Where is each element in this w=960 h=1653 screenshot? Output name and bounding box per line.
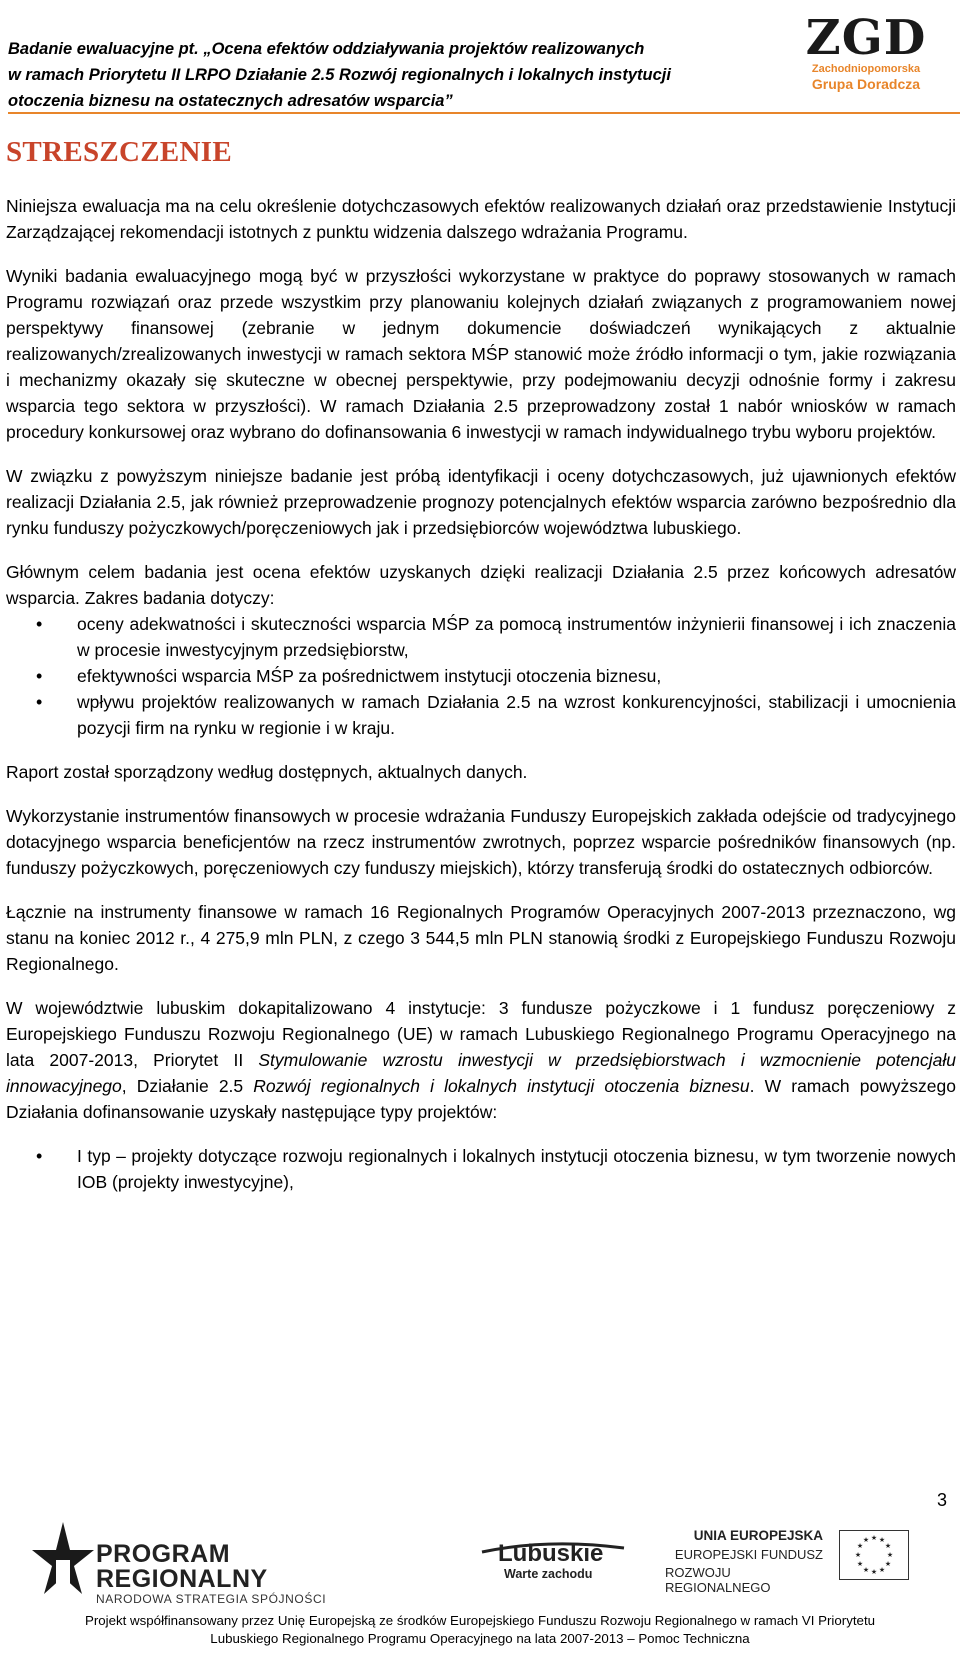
paragraph-text: . W ramach powyższego Działania dofinansowanie uzyskały następujące typy projektów: bbox=[6, 1076, 957, 1122]
eu-logo-text: EUROPEJSKI FUNDUSZ bbox=[674, 1547, 823, 1562]
cofinancing-note-line: Lubuskiego Regionalnego Programu Operacyjnego na lata 2007-2013 – Pomoc Techniczna bbox=[210, 1631, 750, 1646]
document-body bbox=[6, 193, 956, 1213]
paragraph: W związku z powyższym niniejsze badanie jest próbą identyfikacji i oceny dotychczasowych, już ujawnionych efektów realizacji Działania 2.5, jak również przeprowadzenie prognozy potencjalnych efektów wsparcia zarówno bezpośrednio dla rynku funduszy pożyczkowych/poręczeniowych jak i przedsiębiorców województwa lubuskiego. bbox=[6, 466, 956, 538]
svg-text:★: ★ bbox=[856, 1542, 864, 1550]
eu-logo-text: ROZWOJU REGIONALNEGO bbox=[665, 1565, 771, 1595]
list-item-text: wpływu projektów realizowanych w ramach Działania 2.5 na wzrost konkurencyjności, stabilizacji i umocnienia pozycji firm na rynku w regionie i w kraju. bbox=[77, 692, 956, 738]
svg-text:★: ★ bbox=[856, 1560, 864, 1568]
svg-text:★: ★ bbox=[884, 1560, 892, 1568]
report-title bbox=[8, 36, 768, 114]
priority-name: Stymulowanie wzrostu inwestycji w przedsiębiorstwach i wzmocnienie potencjału innowacyjnego bbox=[6, 1050, 957, 1096]
svg-text:★: ★ bbox=[862, 1536, 870, 1544]
bullet-icon: • bbox=[36, 1146, 43, 1166]
program-logo-subtitle: NARODOWA STRATEGIA SPÓJNOŚCI bbox=[96, 1592, 327, 1606]
svg-text:★: ★ bbox=[870, 1568, 878, 1576]
paragraph: Łącznie na instrumenty finansowe w ramach 16 Regionalnych Programów Operacyjnych 2007-2013 przeznaczono, wg stanu na koniec 2012 r., 4 275,9 mln PLN, z czego 3 544,5 mln PLN stanowią środki z Europejskiego Funduszu Rozwoju Regionalnego. bbox=[6, 902, 956, 974]
cofinancing-note-line: Projekt współfinansowany przez Unię Europejską ze środków Europejskiego Funduszu Rozwoju Regionalnego w ramach VI Priorytetu bbox=[84, 1613, 876, 1628]
program-regionalny-logo bbox=[30, 1520, 330, 1606]
footer-logos bbox=[0, 1516, 960, 1606]
project-types-list bbox=[6, 1143, 956, 1195]
program-logo-text: PROGRAM bbox=[96, 1540, 231, 1568]
measure-name: Rozwój regionalnych i lokalnych instytucji otoczenia biznesu bbox=[253, 1076, 750, 1096]
paragraph: Wyniki badania ewaluacyjnego mogą być w przyszłości wykorzystane w praktyce do poprawy stosowanych w ramach Programu rozwiązań oraz przede wszystkim przy planowaniu kolejnych działań związanych z programowaniem nowej perspektywy finansowej (zebranie w jednym dokumencie doświadczeń wynikających z aktualnie realizowanych/zrealizowanych inwestycji w ramach sektora MŚP stanowić może źródło informacji o tym, jakie rozwiązania i mechanizmy okazały się skuteczne w obecnej perspektywie, przy podejmowaniu decyzji odnośnie formy i zakresu wsparcia tego sektora w przyszłości). W ramach Działania 2.5 przeprowadzony został 1 nabór wniosków w ramach procedury konkursowej oraz wybrano do dofinansowania 6 inwestycji w ramach indywidualnego trybu wyboru projektów. bbox=[6, 266, 956, 442]
eu-flag-icon bbox=[839, 1530, 909, 1580]
report-title-line: Badanie ewaluacyjne pt. „Ocena efektów oddziaływania projektów realizowanych bbox=[8, 40, 645, 58]
paragraph bbox=[6, 995, 956, 1125]
lubuskie-logo bbox=[478, 1536, 638, 1586]
eu-logo-text: UNIA EUROPEJSKA bbox=[693, 1528, 823, 1543]
list-item bbox=[6, 611, 956, 663]
list-item-text: oceny adekwatności i skuteczności wsparcia MŚP za pomocą instrumentów inżynierii finansowej i ich znaczenia w procesie inwestycyjnym przedsiębiorstw, bbox=[77, 614, 956, 660]
section-title: STRESZCZENIE bbox=[6, 136, 233, 168]
svg-text:★: ★ bbox=[878, 1536, 886, 1544]
svg-text:★: ★ bbox=[884, 1542, 892, 1550]
paragraph: Głównym celem badania jest ocena efektów uzyskanych dzięki realizacji Działania 2.5 przez końcowych adresatów wsparcia. Zakres badania dotyczy: bbox=[6, 562, 956, 608]
svg-text:★: ★ bbox=[862, 1566, 870, 1574]
bullet-icon: • bbox=[36, 614, 43, 634]
bullet-icon: • bbox=[36, 666, 43, 686]
zgd-logo-subtitle: Grupa Doradcza bbox=[811, 76, 921, 92]
paragraph: Niniejsza ewaluacja ma na celu określenie dotychczasowych efektów realizowanych działań oraz przedstawienie Instytucji Zarządzającej rekomendacji istotnych z punktu widzenia dalszego wdrażania Programu. bbox=[6, 196, 956, 242]
list-item-text: I typ – projekty dotyczące rozwoju regionalnych i lokalnych instytucji otoczenia biznesu, w tym tworzenie nowych IOB (projekty inwestycyjne), bbox=[77, 1146, 956, 1192]
paragraph: Wykorzystanie instrumentów finansowych w procesie wdrażania Funduszy Europejskich zakłada odejście od tradycyjnego dotacyjnego wsparcia beneficjentów na rzecz instrumentów zwrotnych, poprzez wsparcie pośredników finansowych (np. funduszy pożyczkowych, poręczeniowych czy funduszy miejskich), którzy transferują środki do ostatecznych odbiorców. bbox=[6, 806, 956, 878]
lubuskie-logo-name: Lubuskie bbox=[498, 1540, 604, 1567]
star-icon bbox=[30, 1520, 96, 1606]
svg-text:★: ★ bbox=[870, 1534, 878, 1542]
bullet-icon: • bbox=[36, 692, 43, 712]
scope-list bbox=[6, 611, 956, 741]
list-item-text: efektywności wsparcia MŚP za pośrednictwem instytucji otoczenia biznesu, bbox=[77, 666, 662, 686]
program-logo-text: REGIONALNY bbox=[96, 1565, 268, 1593]
paragraph-text: W województwie lubuskim dokapitalizowano 4 instytucje: 3 fundusze pożyczkowe i 1 fundusz poręczeniowy z Europejskiego Funduszu Rozwoju Regionalnego (UE) w ramach Lubuskiego Regionalnego Programu Operacyjnego na lata 2007-2013, Priorytet II bbox=[6, 998, 956, 1070]
report-title-line: otoczenia biznesu na ostatecznych adresatów wsparcia” bbox=[8, 92, 453, 110]
paragraph-text: , Działanie 2.5 bbox=[121, 1076, 254, 1096]
paragraph: Raport został sporządzony według dostępnych, aktualnych danych. bbox=[6, 762, 528, 782]
page-number: 3 bbox=[936, 1490, 947, 1510]
cofinancing-note bbox=[0, 1612, 960, 1648]
list-item bbox=[6, 1143, 956, 1195]
zgd-logo bbox=[796, 10, 936, 96]
lubuskie-logo-tagline: Warte zachodu bbox=[504, 1567, 593, 1581]
svg-text:★: ★ bbox=[886, 1551, 894, 1559]
zgd-logo-mark: ZGD bbox=[805, 10, 927, 66]
list-item bbox=[6, 663, 956, 689]
list-item bbox=[6, 689, 956, 741]
document-header bbox=[8, 10, 948, 112]
zgd-logo-subtitle: Zachodniopomorska bbox=[811, 63, 921, 75]
header-divider bbox=[8, 112, 960, 114]
eu-logo bbox=[665, 1528, 945, 1598]
report-title-line: w ramach Priorytetu II LRPO Działanie 2.5 Rozwój regionalnych i lokalnych instytucji bbox=[8, 66, 671, 84]
svg-text:★: ★ bbox=[878, 1566, 886, 1574]
svg-text:★: ★ bbox=[854, 1551, 862, 1559]
